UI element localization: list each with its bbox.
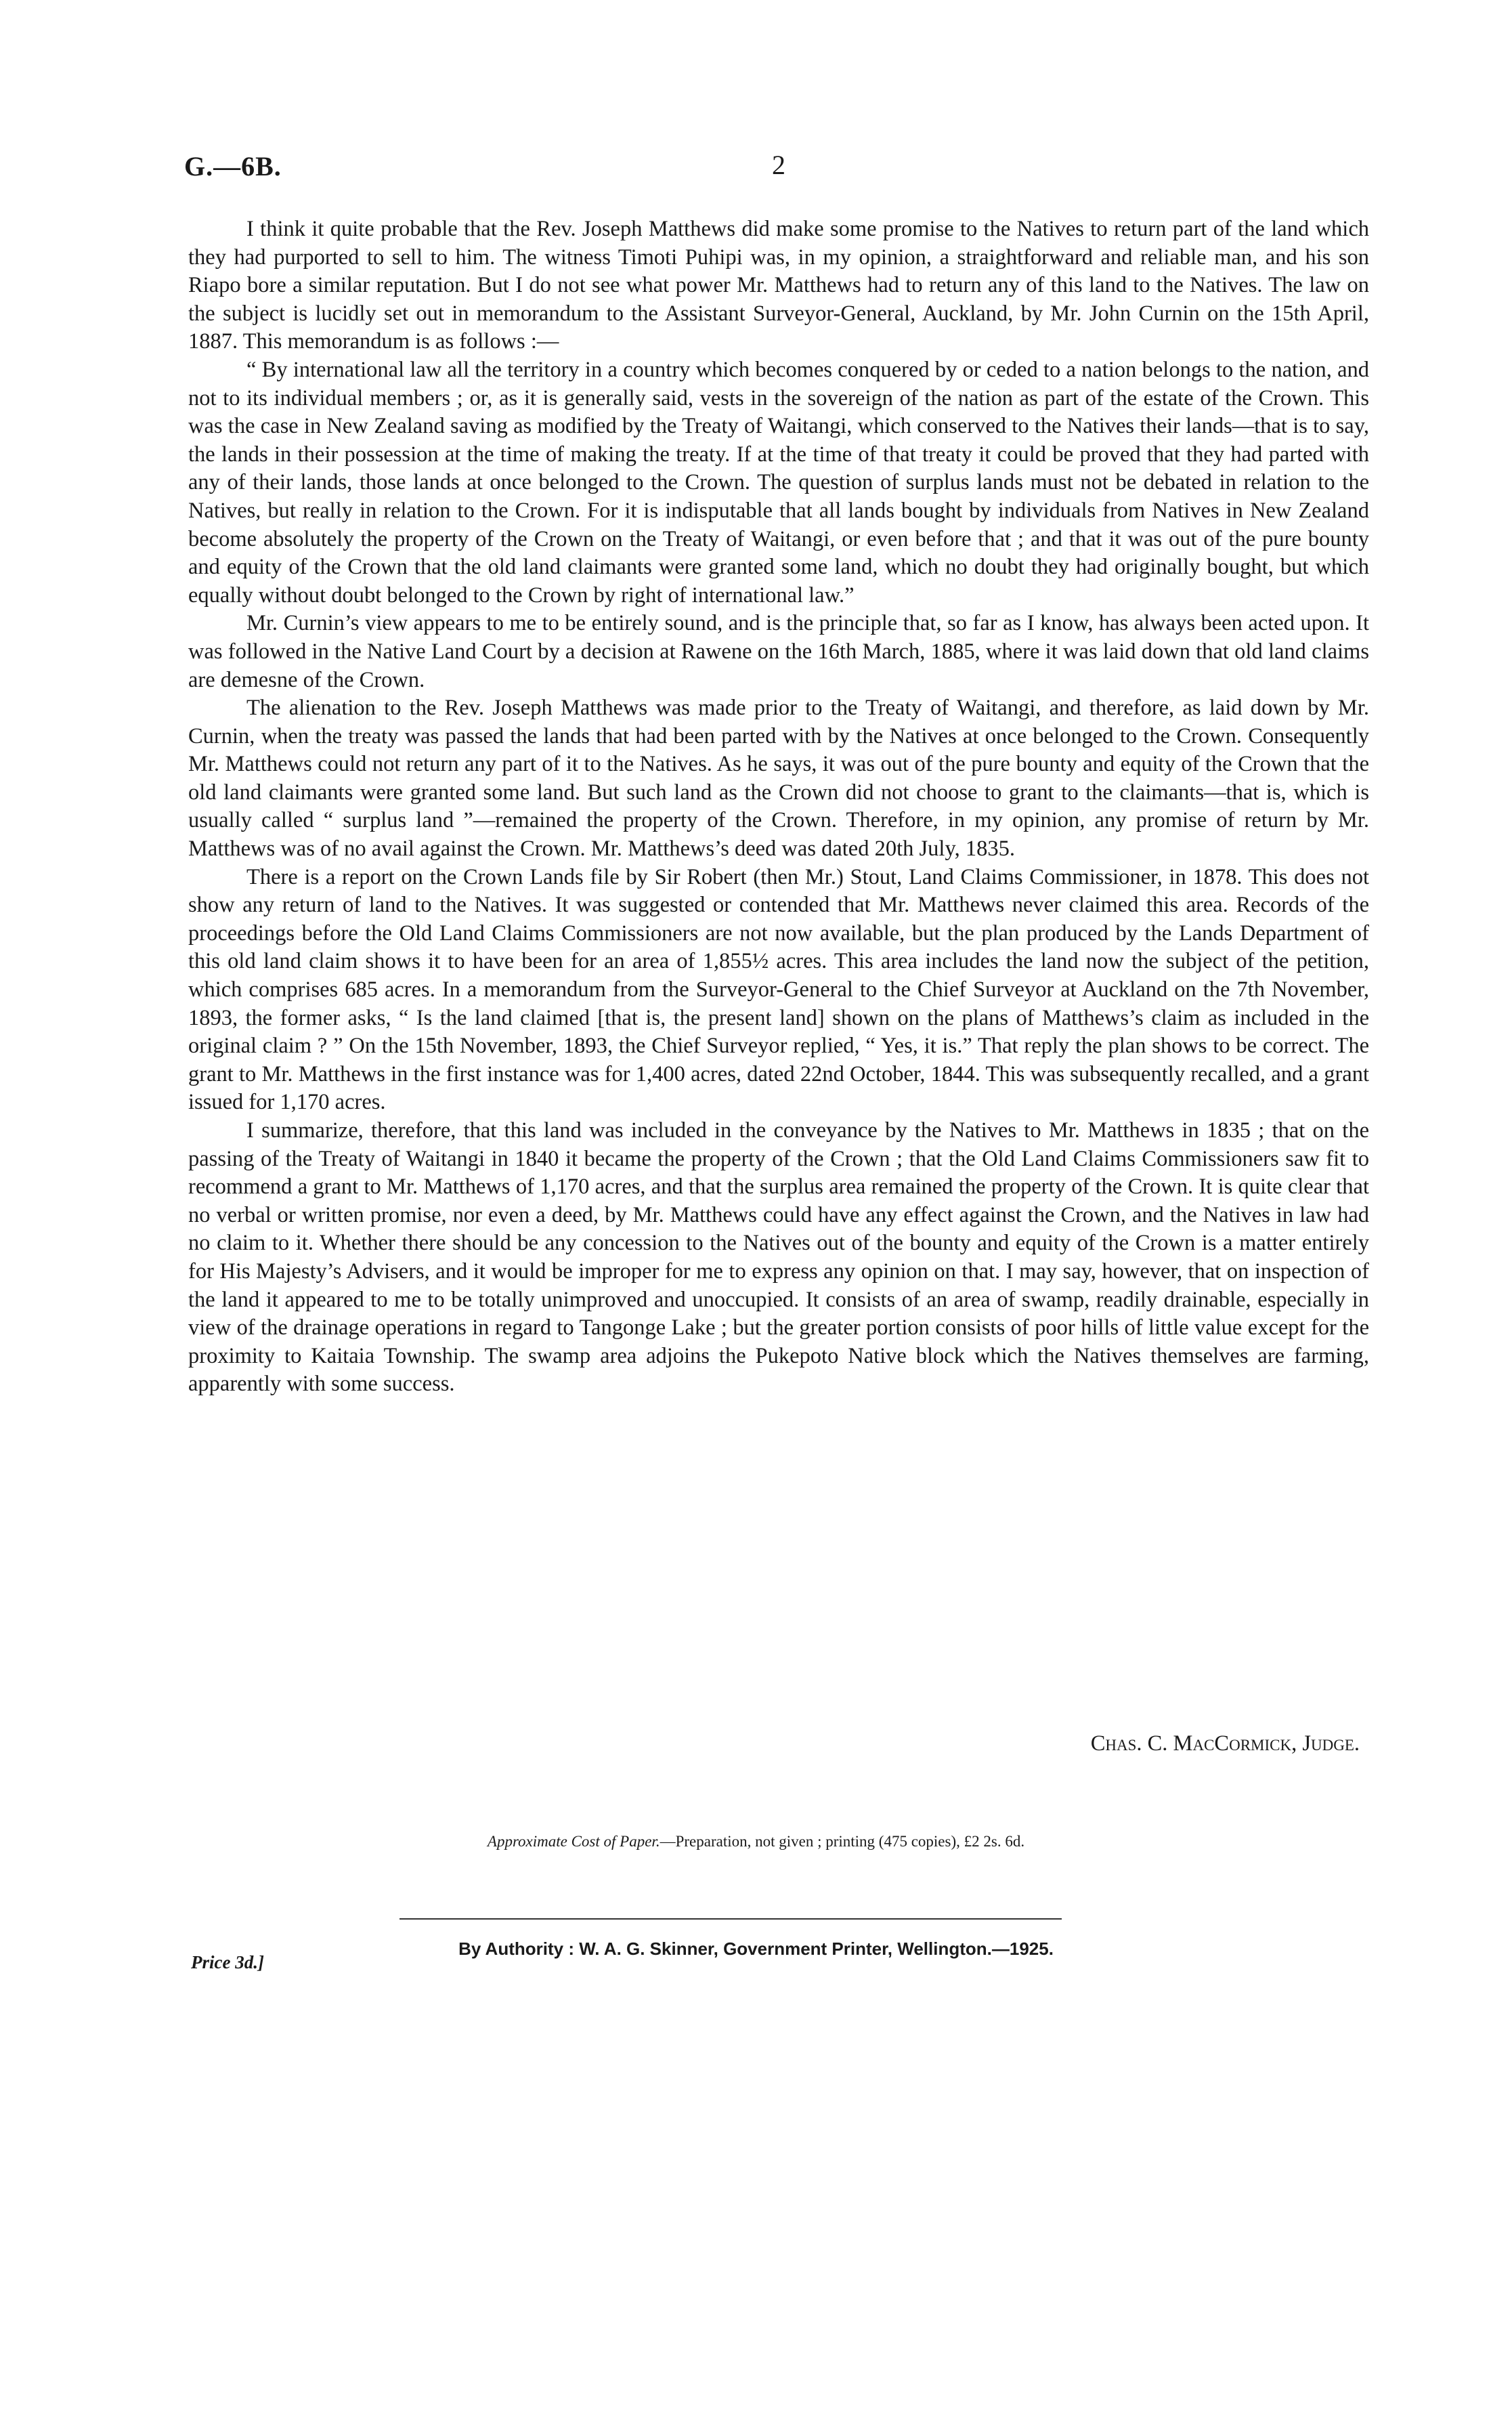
paragraph-summary: I summarize, therefore, that this land was included in the conveyance by the Natives to Mr. Matthews in 1835 ; that on the passing of the Treaty of Waitangi in 1840 it became the property of the Crown ; that the Old Land Claims Commissioners saw fit to recommend a grant to Mr. Matthews of 1,170 acres, and that the surplus area remained the property of the Crown. It is quite clear that no verbal or written promise, nor even a deed, by Mr. Matthews could have any effect against the Crown, and the Natives in law had no claim to it. Whether there should be any concession to the Natives out of the bounty and equity of the Crown is a matter entirely for His Majesty’s Advisers, and it would be improper for me to express any opinion on that. I may say, however, that on inspection of the land it appeared to me to be totally unimproved and unoccupied. It consists of an area of swamp, readily drainable, especially in view of the drainage operations in regard to Tangonge Lake ; but the greater portion consists of poor hills of little value except for the proximity to Kaitaia Township. The swamp area adjoins the Pukepoto Native block which the Natives themselves are farming, apparently with some success.: [188, 1118, 1369, 1397]
page-number: 2: [772, 150, 785, 180]
paragraph-memorandum-quote: “ By international law all the territory in a country which becomes conquered by or ceded to a nation belongs to the nation, and not to its individual members ; or, as it is generally said, vests in the sovereign of the nation as part of the estate of the Crown. This was the case in New Zealand saving as modified by the Treaty of Waitangi, which conserved to the Natives their lands—that is to say, the lands in their possession at the time of making the treaty. If at the time of that treaty it could be proved that they had parted with any of their lands, those lands at once belonged to the Crown. The question of surplus lands must not be debated in relation to the Natives, but really in relation to the Crown. For it is indisputable that all lands bought by individuals from Natives in New Zealand become absolutely the property of the Crown on the Treaty of Waitangi, or even before that ; and that it was out of the pure bounty and equity of the Crown that the old land claimants were granted some land, which no doubt they had originally bought, but which equally without doubt belonged to the Crown by right of international law.”: [188, 357, 1369, 608]
body-text: [188, 215, 1369, 1399]
paragraph-opinion: I think it quite probable that the Rev. Joseph Matthews did make some promise to the Natives to return part of the land which they had purported to sell to him. The witness Timoti Puhipi was, in my opinion, a straightforward and reliable man, and his son Riapo bore a similar reputation. But I do not see what power Mr. Matthews had to return any of this land to the Natives. The law on the subject is lucidly set out in memorandum to the Assistant Surveyor-General, Auckland, by Mr. John Curnin on the 15th April, 1887. This memorandum is as follows :—: [188, 217, 1369, 354]
printer-authority: By Authority : W. A. G. Skinner, Government Printer, Wellington.—1925.: [458, 1939, 1054, 1959]
cost-of-paper: [0, 1833, 1512, 1850]
cost-label: Approximate Cost of Paper.: [487, 1833, 660, 1850]
footer-divider: [399, 1918, 1062, 1920]
price-label: Price 3d.]: [191, 1952, 264, 1972]
document-code: G.—6B.: [184, 151, 282, 182]
cost-text: —Preparation, not given ; printing (475 copies), £2 2s. 6d.: [660, 1833, 1025, 1850]
paragraph-curnin-view: Mr. Curnin’s view appears to me to be entirely sound, and is the principle that, so far as I know, has always been acted upon. It was followed in the Native Land Court by a decision at Rawene on the 16th March, 1885, where it was laid down that old land claims are demesne of the Crown.: [188, 611, 1369, 692]
page-header: [0, 0, 1512, 182]
judge-signature: Chas. C. MacCormick, Judge.: [1090, 1731, 1360, 1756]
paragraph-crown-lands-report: There is a report on the Crown Lands file by Sir Robert (then Mr.) Stout, Land Claims Commissioner, in 1878. This does not show any return of land to the Natives. It was suggested or contended that Mr. Matthews never claimed this area. Records of the proceedings before the Old Land Claims Commissioners are not now available, but the plan produced by the Lands Department of this old land claim shows it to have been for an area of 1,855½ acres. This area includes the land now the subject of the petition, which comprises 685 acres. In a memorandum from the Surveyor-General to the Chief Surveyor at Auckland on the 7th November, 1893, the former asks, “ Is the land claimed [that is, the present land] shown on the plans of Matthews’s claim as included in the original claim ? ” On the 15th November, 1893, the Chief Surveyor replied, “ Yes, it is.” That reply the plan shows to be correct. The grant to Mr. Matthews in the first instance was for 1,400 acres, dated 22nd October, 1844. This was subsequently recalled, and a grant issued for 1,170 acres.: [188, 864, 1369, 1115]
paragraph-alienation: The alienation to the Rev. Joseph Matthews was made prior to the Treaty of Waitangi, and therefore, as laid down by Mr. Curnin, when the treaty was passed the lands that had been parted with by the Natives at once belonged to the Crown. Consequently Mr. Matthews could not return any part of it to the Natives. As he says, it was out of the pure bounty and equity of the Crown that the old land claimants were granted some land. But such land as the Crown did not choose to grant to the claimants—that is, which is usually called “ surplus land ”—remained the property of the Crown. Therefore, in my opinion, any promise of return by Mr. Matthews was of no avail against the Crown. Mr. Matthews’s deed was dated 20th July, 1835.: [188, 696, 1369, 862]
